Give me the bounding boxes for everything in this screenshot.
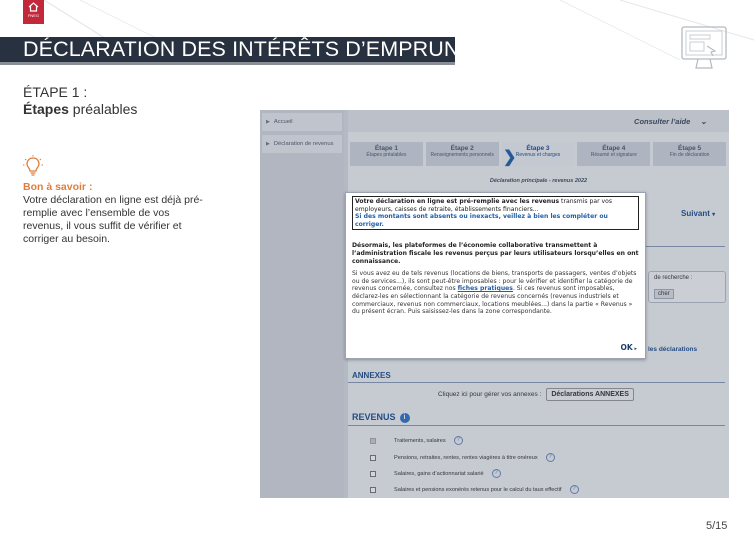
- step-num: Étape 4: [602, 145, 626, 152]
- current-step-arrow-icon: ❯: [503, 149, 517, 166]
- caret-down-icon: ▾: [712, 212, 716, 218]
- ok-label: OK: [620, 343, 633, 352]
- step-num: Étape 2: [450, 145, 474, 152]
- annexes-title: ANNEXES: [352, 371, 391, 380]
- modal-highlight-bold: Votre déclaration en ligne est pré-remplie avec les revenus: [355, 198, 560, 205]
- home-label: FNEG: [27, 13, 40, 18]
- tip-text: Votre déclaration en ligne est déjà pré-remplie avec l’ensemble de vos revenus, il vous suffit de vérifier et corriger au besoin.: [23, 194, 203, 245]
- screenshot-sidebar: [260, 110, 344, 498]
- revenus-item-label: Salaires et pensions exonérés retenus pour le calcul du taux effectif: [394, 486, 562, 493]
- sidebar-item-declaration[interactable]: [262, 135, 342, 153]
- step-2[interactable]: [426, 142, 499, 166]
- revenus-item-label: Pensions, retraites, rentes, rentes viagères à titre onéreux: [394, 454, 538, 461]
- help-icon[interactable]: ?: [570, 485, 579, 494]
- revenus-item: [370, 485, 579, 494]
- checkbox[interactable]: [370, 455, 376, 461]
- step-num: Étape 5: [678, 145, 702, 152]
- step-5[interactable]: [653, 142, 726, 166]
- declarations-link[interactable]: les déclarations: [648, 346, 698, 353]
- computer-icon: [680, 24, 728, 72]
- step-4[interactable]: [577, 142, 650, 166]
- step-num: Étape 1: [374, 145, 398, 152]
- home-icon: [28, 2, 39, 12]
- page-title: DÉCLARATION DES INTÉRÊTS D’EMPRUNT: [23, 37, 473, 61]
- page-number: 5/15: [706, 520, 728, 532]
- next-label: Suivant: [681, 209, 710, 218]
- revenus-item: [370, 436, 463, 445]
- modal-highlight-text: transmis par vos employeurs, caisses de retraite, établissements financiers...: [355, 198, 613, 213]
- step-1[interactable]: [350, 142, 423, 166]
- revenus-item-label: Traitements, salaires: [394, 437, 446, 444]
- search-box: [648, 271, 726, 303]
- home-button[interactable]: [23, 0, 44, 24]
- embedded-screenshot: [260, 110, 729, 498]
- help-icon[interactable]: ?: [546, 453, 555, 462]
- modal-paragraph-start: Si vous avez eu de tels revenus (locations de biens, transports de passagers, ventes d’objets ou de services...), ils sont peut-être imposables : pour le vérifier et identifier la catégorie de revenus concernée, consultez nos: [352, 270, 637, 293]
- next-button[interactable]: [681, 209, 715, 218]
- step-label: Revenus et charges: [515, 152, 561, 158]
- checkbox[interactable]: [370, 471, 376, 477]
- annexes-button[interactable]: Déclarations ANNEXES: [546, 388, 634, 401]
- revenus-item: [370, 453, 555, 462]
- sidebar-item-label: Accueil: [273, 119, 293, 125]
- info-modal: [345, 192, 646, 359]
- step-name: [23, 101, 137, 118]
- revenus-label: REVENUS: [352, 412, 396, 422]
- divider: [348, 382, 725, 383]
- step-name-bold: Étapes: [23, 101, 69, 117]
- checkbox[interactable]: [370, 487, 376, 493]
- step-label: Résumé et signature: [590, 152, 637, 158]
- help-icon[interactable]: ?: [492, 469, 501, 478]
- ok-button[interactable]: [621, 343, 637, 352]
- annexes-row: [438, 388, 634, 401]
- revenus-item: [370, 469, 501, 478]
- caret-right-icon: ▶: [266, 141, 270, 147]
- fiches-pratiques-link[interactable]: fiches pratiques: [457, 285, 513, 293]
- revenus-title: [352, 412, 410, 423]
- modal-highlight: [352, 196, 639, 230]
- step-name-rest: préalables: [68, 101, 138, 117]
- title-bar: [0, 37, 473, 65]
- step-number: ÉTAPE 1 :: [23, 84, 88, 100]
- help-bar: [348, 110, 729, 132]
- step-label: Renseignements personnels: [430, 152, 494, 158]
- annexes-prompt: Cliquez ici pour gérer vos annexes :: [438, 391, 542, 398]
- declaration-title: Déclaration principale - revenus 2022: [489, 178, 588, 184]
- divider: [348, 425, 725, 426]
- caret-right-icon: ▸: [632, 346, 637, 352]
- modal-paragraph: [352, 270, 639, 316]
- search-label: de recherche :: [654, 275, 693, 281]
- modal-paragraph-bold: Désormais, les plateformes de l’économie collaborative transmettent à l’administration fiscale les revenus perçus par leurs utilisateurs lorsqu’elles en ont connaissance.: [352, 242, 639, 265]
- sidebar-item-accueil[interactable]: [262, 113, 342, 131]
- revenus-item-label: Salaires, gains d’actionnariat salarié: [394, 470, 484, 477]
- steps-bar: [350, 142, 729, 166]
- step-heading: [23, 84, 137, 118]
- tip-title: Bon à savoir :: [23, 181, 93, 193]
- step-label: Étapes préalables: [366, 152, 407, 158]
- help-link[interactable]: Consulter l’aide: [634, 116, 691, 126]
- search-button[interactable]: cher: [654, 289, 674, 299]
- info-icon[interactable]: i: [400, 413, 410, 423]
- caret-right-icon: ▶: [266, 119, 270, 125]
- checkbox[interactable]: [370, 438, 376, 444]
- chevron-down-icon[interactable]: ⌄: [700, 116, 707, 126]
- modal-highlight-warning: Si des montants sont absents ou inexacts, veillez à bien les compléter ou corriger.: [355, 213, 608, 228]
- help-icon[interactable]: ?: [454, 436, 463, 445]
- modal-paragraph-end: . Si ces revenus sont imposables, déclarez-les en sélectionnant la catégorie de revenus concernés (revenus industriels et commerciaux, revenus non commerciaux, locations meublées...) dans la partie « Revenus » du présent écran. Puis saisissez-les dans la zone correspondante.: [352, 285, 633, 316]
- sidebar-item-label: Déclaration de revenus: [273, 141, 334, 147]
- step-label: Fin de déclaration: [669, 152, 710, 158]
- step-num: Étape 3: [526, 145, 550, 152]
- lightbulb-icon: [23, 155, 43, 177]
